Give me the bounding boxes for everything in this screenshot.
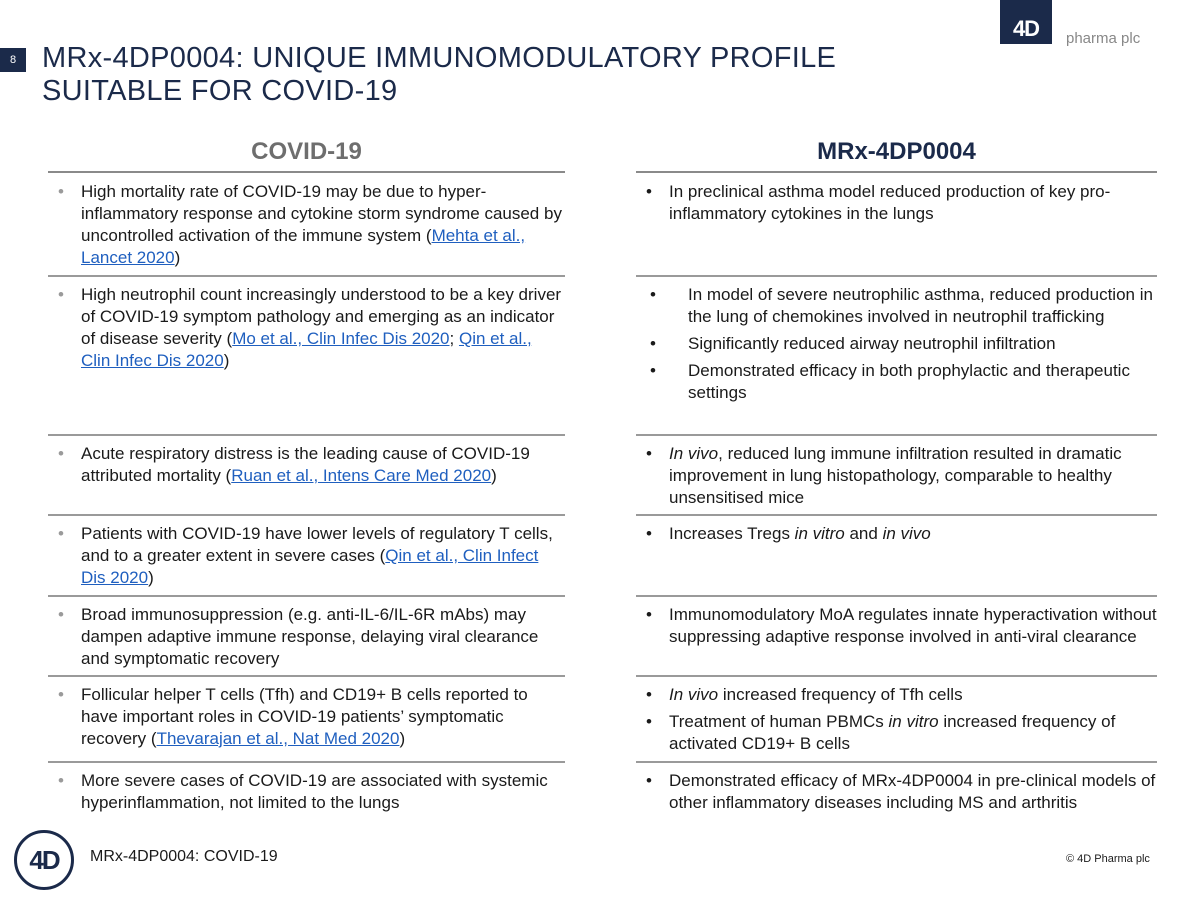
cell-text: and <box>844 524 883 543</box>
cell-text: ; <box>449 329 459 348</box>
cell-text: ) <box>399 729 406 748</box>
cell-text: ) <box>223 351 230 370</box>
cell-text: Acute respiratory distress is the leading cause of COVID-19 attributed mortality ( <box>81 444 530 485</box>
reference-link[interactable]: Thevarajan et al., Nat Med 2020 <box>156 729 400 748</box>
brand-name: pharma plc <box>1066 30 1141 47</box>
divider <box>48 275 565 277</box>
table-row-5-right <box>636 604 1157 653</box>
bullet-icon: • <box>58 524 64 543</box>
cell-text: in vivo <box>882 524 931 543</box>
cell-text: , reduced lung immune infiltration resulted in dramatic improvement in lung histopathology, comparable to healthy unsensitised mice <box>669 444 1122 507</box>
table-row-1-left <box>48 181 565 274</box>
bullet-icon: • <box>58 285 64 304</box>
divider <box>636 275 1157 277</box>
cell-text: Demonstrated efficacy of MRx-4DP0004 in pre-clinical models of other inflammatory diseases including MS and arthritis <box>669 771 1156 812</box>
cell-text: High mortality rate of COVID-19 may be due to hyper-inflammatory response and cytokine storm syndrome caused by uncontrolled activation of the immune system ( <box>81 182 562 245</box>
cell-text: ) <box>174 248 181 267</box>
table-row-6-left <box>48 684 565 755</box>
cell-text: Significantly reduced airway neutrophil infiltration <box>688 334 1056 353</box>
bullet-icon: • <box>650 285 656 304</box>
cell-text: in vitro <box>794 524 845 543</box>
slide-number: 8 <box>0 48 26 72</box>
cell-text: Demonstrated efficacy in both prophylactic and therapeutic settings <box>688 361 1130 402</box>
bullet-icon: • <box>646 182 652 201</box>
table-row-4-left <box>48 523 565 594</box>
bullet-icon: • <box>646 771 652 790</box>
bullet-icon: • <box>646 605 652 624</box>
cell-text: ) <box>491 466 497 485</box>
divider <box>636 761 1157 763</box>
divider <box>48 434 565 436</box>
cell-text: ) <box>148 568 154 587</box>
reference-link[interactable]: Mo et al., Clin Infec Dis 2020 <box>232 329 450 348</box>
reference-link[interactable]: Ruan et al., Intens Care Med 2020 <box>231 466 492 485</box>
reference-link[interactable]: Mehta et al., Lancet 2020 <box>81 226 526 267</box>
bullet-icon: • <box>58 444 64 463</box>
divider <box>48 675 565 677</box>
cell-text: In model of severe neutrophilic asthma, reduced production in the lung of chemokines involved in neutrophil trafficking <box>688 285 1153 326</box>
divider <box>48 595 565 597</box>
bullet-icon: • <box>58 182 64 201</box>
cell-text: Patients with COVID-19 have lower levels of regulatory T cells, and to a greater extent in severe cases ( <box>81 524 553 565</box>
brand-mark: 4D <box>1000 0 1052 44</box>
reference-link[interactable]: Qin et al., Clin Infect Dis 2020 <box>81 546 539 587</box>
bullet-icon: • <box>646 444 652 463</box>
cell-text: More severe cases of COVID-19 are associated with systemic hyperinflammation, not limited to the lungs <box>81 771 548 812</box>
divider <box>48 171 565 173</box>
title-line-2: SUITABLE FOR COVID-19 <box>42 75 398 107</box>
column-header-covid: COVID-19 <box>251 138 362 165</box>
cell-text: increased frequency of activated CD19+ B cells <box>669 712 1116 753</box>
column-header-mrx: MRx-4DP0004 <box>817 138 976 165</box>
page-title <box>42 42 942 108</box>
cell-text: High neutrophil count increasingly understood to be a key driver of COVID-19 symptom pathology and emerging as an indicator of disease severity ( <box>81 285 562 348</box>
cell-text: Increases Tregs <box>669 524 795 543</box>
reference-link[interactable]: Qin et al., Clin Infec Dis 2020 <box>81 329 532 370</box>
table-row-2-right <box>636 284 1157 409</box>
copyright: © 4D Pharma plc <box>1066 853 1150 865</box>
divider <box>636 595 1157 597</box>
table-row-5-left <box>48 604 565 675</box>
cell-text: Treatment of human PBMCs <box>669 712 889 731</box>
footer-logo: 4D <box>14 830 74 890</box>
table-row-6-right <box>636 684 1157 760</box>
bullet-icon: • <box>646 685 652 704</box>
bullet-icon: • <box>58 605 64 624</box>
divider <box>636 171 1157 173</box>
bullet-icon: • <box>58 685 64 704</box>
table-row-3-left <box>48 443 565 492</box>
cell-text: In vivo <box>669 444 719 463</box>
cell-text: In preclinical asthma model reduced production of key pro-inflammatory cytokines in the lungs <box>669 182 1111 223</box>
table-row-1-right <box>636 181 1157 230</box>
bullet-icon: • <box>650 334 656 353</box>
brand-logo <box>1000 0 1200 52</box>
cell-text: increased frequency of Tfh cells <box>718 685 963 704</box>
table-row-4-right <box>636 523 1157 550</box>
bullet-icon: • <box>646 524 652 543</box>
bullet-icon: • <box>650 361 656 380</box>
bullet-icon: • <box>58 771 64 790</box>
divider <box>636 434 1157 436</box>
divider <box>636 514 1157 516</box>
cell-text: Immunomodulatory MoA regulates innate hyperactivation without suppressing adaptive response involved in anti-viral clearance <box>669 605 1157 646</box>
cell-text: In vivo <box>669 685 719 704</box>
table-row-7-right <box>636 770 1157 819</box>
bullet-icon: • <box>646 712 652 731</box>
cell-text: Follicular helper T cells (Tfh) and CD19+ B cells reported to have important roles in COVID-19 patients’ symptomatic recovery ( <box>81 685 528 748</box>
cell-text: Broad immunosuppression (e.g. anti-IL-6/IL-6R mAbs) may dampen adaptive immune response, delaying viral clearance and symptomatic recovery <box>81 605 539 668</box>
title-line-1: MRx-4DP0004: UNIQUE IMMUNOMODULATORY PROFILE <box>42 42 837 74</box>
cell-text: in vitro <box>888 712 939 731</box>
table-row-3-right <box>636 443 1157 514</box>
divider <box>48 761 565 763</box>
table-row-7-left <box>48 770 565 819</box>
divider <box>636 675 1157 677</box>
divider <box>48 514 565 516</box>
table-row-2-left <box>48 284 565 377</box>
footer-title: MRx-4DP0004: COVID-19 <box>90 848 278 865</box>
